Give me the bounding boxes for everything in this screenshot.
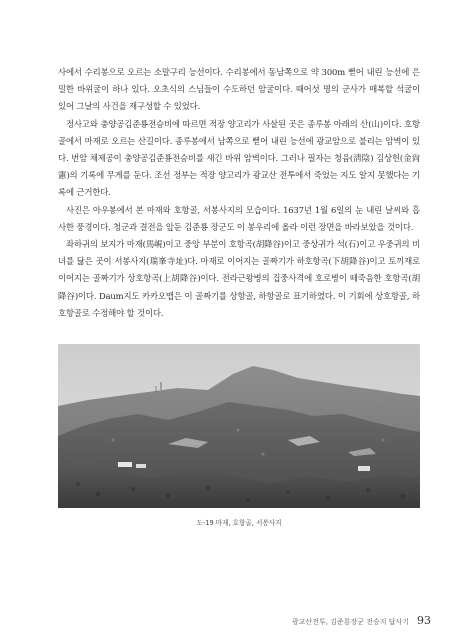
page-footer xyxy=(292,614,431,627)
running-footer-title: 광교산전투, 김준룡장군 전승지 답사기 xyxy=(291,618,409,626)
paragraph-4: 좌하귀의 보지가 마재(馬峴)이고 중앙 부분이 호항곡(胡降谷)이고 중상귀가 석(石)이고 우중귀의 비녀를 닮은 곳이 서봉사지(瑞峯寺址)다. 마재로 이어지는 골짜기가 하호항곡(下胡降谷)이고 토끼재로 이어지는 골짜기가 상호항곡(上胡降谷)이다. 전라근왕병의 집중사격에 호로병이 떼죽음한 호항곡(胡降谷)이다. Daum지도 카카오맵은 이 골짜기를 상항골, 하항골로 표기하였다. 이 기회에 상호항골, 하호항골로 수정해야 할 것이다. xyxy=(58,239,420,318)
paragraph-3: 사진은 아우봉에서 본 마재와 호항골, 서봉사지의 모습이다. 1637년 1월 6일의 눈 내린 날씨와 흡사한 풍경이다. 청군과 결전을 앞둔 김준룡 장군도 이 봉우리에 올라 이런 장면을 바라보았을 것이다. xyxy=(58,204,420,232)
page-number: 93 xyxy=(417,614,431,627)
paragraph-1: 사에서 수리봉으로 오르는 소말구리 능선이다. 수리봉에서 동남쪽으로 약 300m 뻗어 내린 능선에 은밀한 바위굴이 하나 있다. 오초식의 스님들이 수도하던 암굴이다. 때어섯 명의 군사가 매복할 석굴이 있어 그날의 사건을 재구성할 수 있었다. xyxy=(58,67,420,112)
mountain-photo xyxy=(58,344,420,508)
figure-caption: 도-19 마재, 호항골, 서봉사지 xyxy=(196,519,282,527)
paragraph-2: 정사고와 충양공김준룡전승비에 따르면 적장 양고리가 사살된 곳은 종루봉 아래의 산(山)이다. 호항골에서 마재로 오르는 산길이다. 종루봉에서 남쪽으로 뻗어 내린 능선에 광교암으로 불리는 암벽이 있다. 번암 채제공이 충양공김준룡전승비를 새긴 바위 암벽이다. 그러나 필자는 청음(淸陰) 김상헌(金尙憲)의 기록에 무게를 둔다. 조선 정부는 적장 양고리가 광교산 전투에서 죽었는 지도 알지 못했다는 기록에 근거한다. xyxy=(58,118,420,198)
body-text xyxy=(58,64,420,322)
mountain-photo-figure xyxy=(58,344,420,508)
